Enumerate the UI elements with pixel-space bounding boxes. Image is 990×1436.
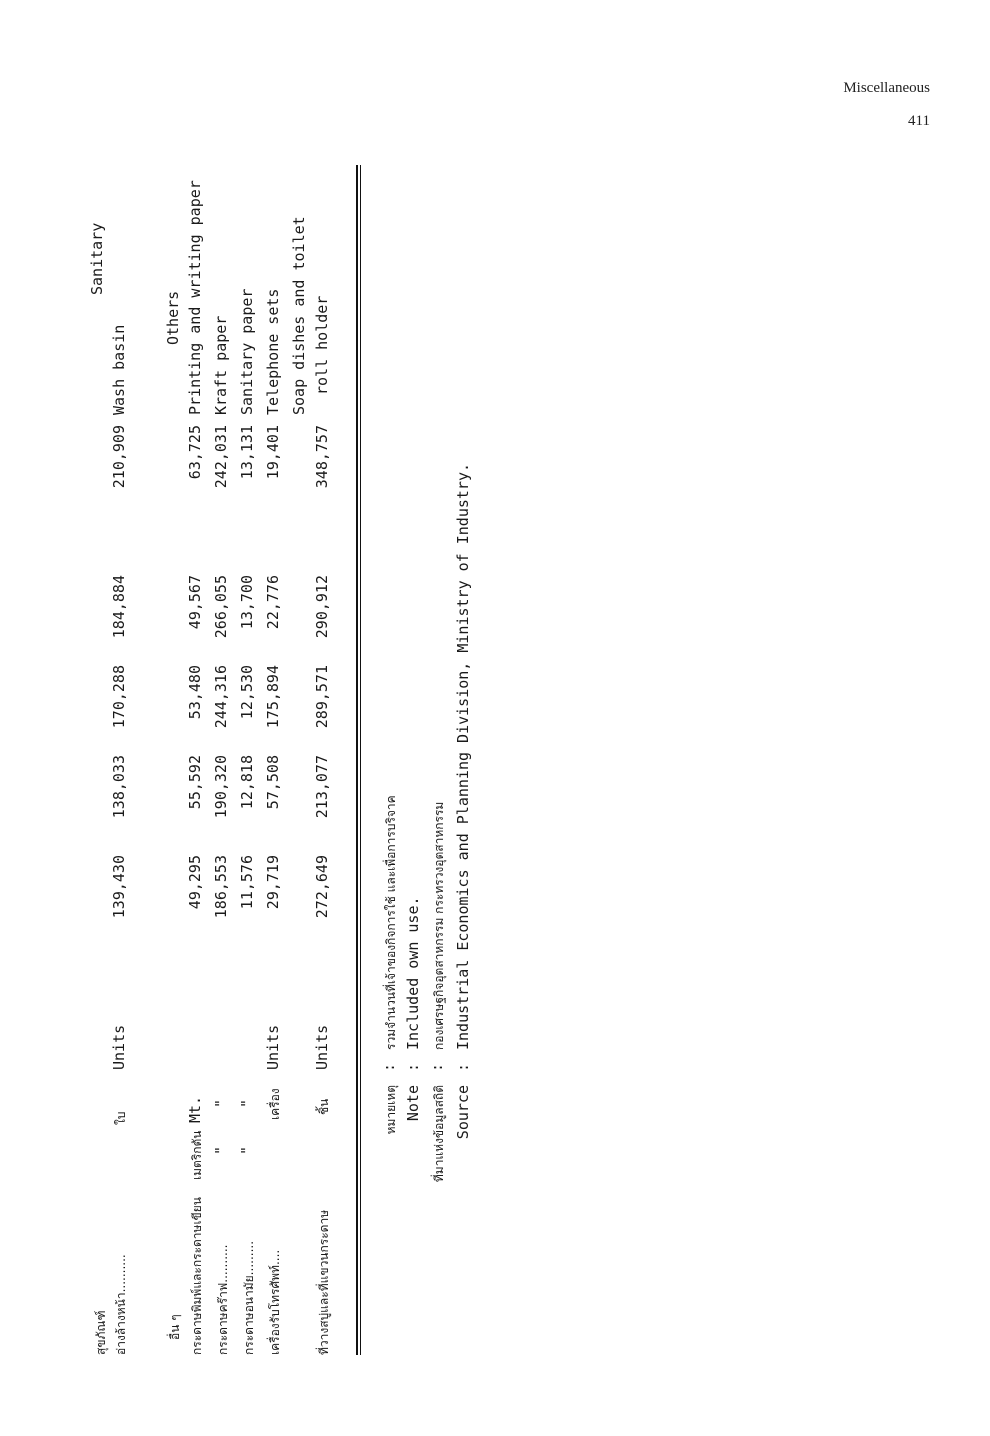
row-value-1: 272,649 <box>313 855 331 919</box>
row-english-name: Wash basin <box>110 324 128 415</box>
row-value-1: 186,553 <box>212 855 230 919</box>
row-value-1: 139,430 <box>110 855 128 919</box>
row-thai-name: ที่วางสบู่และที่แขวนกระดาษ <box>317 1209 331 1355</box>
table-bottom-rule <box>356 165 358 1355</box>
footnote-label: Note <box>404 1085 422 1122</box>
row-value-5: 348,757 <box>313 425 331 489</box>
row-value-4: 266,055 <box>212 575 230 639</box>
row-value-2: 57,508 <box>264 755 282 810</box>
row-unit: Mt. <box>186 1095 204 1123</box>
row-thai-name: เครื่องรับโทรศัพท์.... <box>268 1249 282 1355</box>
row-thai-name: กระดาษคร๊าฟ.......... <box>216 1244 230 1355</box>
row-english-continuation: roll holder <box>313 295 331 395</box>
footnote-separator: : <box>380 1062 398 1072</box>
row-unit: Units <box>264 1024 282 1070</box>
row-value-4: 290,912 <box>313 575 331 639</box>
row-english-name: Telephone sets <box>264 288 282 415</box>
section-title: Miscellaneous <box>843 80 930 96</box>
row-value-3: 289,571 <box>313 665 331 729</box>
row-thai-unit: " <box>212 1145 230 1155</box>
row-thai-name: กระดาษอนามัย......... <box>242 1240 256 1355</box>
row-unit: Units <box>110 1024 128 1070</box>
footnote-label: ที่มาแห่งข้อมูลสถิติ <box>432 1085 446 1183</box>
footnote-label: Source <box>454 1085 472 1140</box>
row-value-1: 11,576 <box>238 855 256 910</box>
row-unit: Units <box>313 1024 331 1070</box>
footnote-text: รวมจำนวนที่เจ้าของกิจการใช้ และเพื่อการบริจาค <box>384 795 398 1050</box>
table-bottom-rule-thin <box>360 165 361 1355</box>
footnote-label: หมายเหตุ <box>384 1085 398 1135</box>
rotated-statistics-table <box>90 165 485 1355</box>
page-number: 411 <box>908 113 930 129</box>
row-english-name: Sanitary paper <box>238 288 256 415</box>
row-english-name: Kraft paper <box>212 315 230 415</box>
footnote-text: Industrial Economics and Planning Division, Ministry of Industry. <box>454 463 472 1050</box>
footnote-text: Included own use. <box>404 896 422 1050</box>
row-value-5: 63,725 <box>186 425 204 480</box>
row-value-3: 170,288 <box>110 665 128 729</box>
row-thai-unit: เมตริกตัน <box>190 1130 204 1180</box>
row-value-4: 13,700 <box>238 575 256 630</box>
row-value-3: 53,480 <box>186 665 204 720</box>
row-value-2: 55,592 <box>186 755 204 810</box>
row-value-4: 49,567 <box>186 575 204 630</box>
row-value-1: 49,295 <box>186 855 204 910</box>
group-heading-english-others: Others <box>164 290 182 345</box>
footnote-separator: : <box>404 1062 422 1072</box>
row-value-2: 12,818 <box>238 755 256 810</box>
row-thai-unit: ชิ้น <box>317 1098 331 1115</box>
row-unit: " <box>238 1098 256 1108</box>
row-value-4: 184,884 <box>110 575 128 639</box>
row-value-4: 22,776 <box>264 575 282 630</box>
row-value-5: 210,909 <box>110 425 128 489</box>
row-thai-unit: เครื่อง <box>268 1088 282 1120</box>
row-value-5: 242,031 <box>212 425 230 489</box>
row-thai-unit: " <box>238 1145 256 1155</box>
row-thai-name: อ่างล้างหน้า.......... <box>114 1254 128 1355</box>
row-value-1: 29,719 <box>264 855 282 910</box>
group-heading-english-sanitary: Sanitary <box>88 222 106 295</box>
footnote-separator: : <box>428 1062 446 1072</box>
row-value-3: 175,894 <box>264 665 282 729</box>
row-value-2: 213,077 <box>313 755 331 819</box>
row-value-5: 13,131 <box>238 425 256 480</box>
group-heading-thai-others: อื่น ๆ <box>168 1314 182 1340</box>
row-value-2: 138,033 <box>110 755 128 819</box>
footnote-text: กองเศรษฐกิจอุตสาหกรรม กระทรวงอุตสาหกรรม <box>432 801 446 1050</box>
row-english-name: Printing and writing paper <box>186 180 204 415</box>
row-value-2: 190,320 <box>212 755 230 819</box>
row-thai-name: กระดาษพิมพ์และกระดาษเขียน <box>190 1197 204 1355</box>
row-english-name: Soap dishes and toilet <box>290 216 308 415</box>
row-value-3: 12,530 <box>238 665 256 720</box>
footnote-separator: : <box>454 1062 472 1072</box>
row-thai-unit: ใบ <box>114 1111 128 1125</box>
row-value-5: 19,401 <box>264 425 282 480</box>
group-heading-thai-sanitary: สุขภัณฑ์ <box>94 1310 108 1355</box>
row-value-3: 244,316 <box>212 665 230 729</box>
row-unit: " <box>212 1098 230 1108</box>
